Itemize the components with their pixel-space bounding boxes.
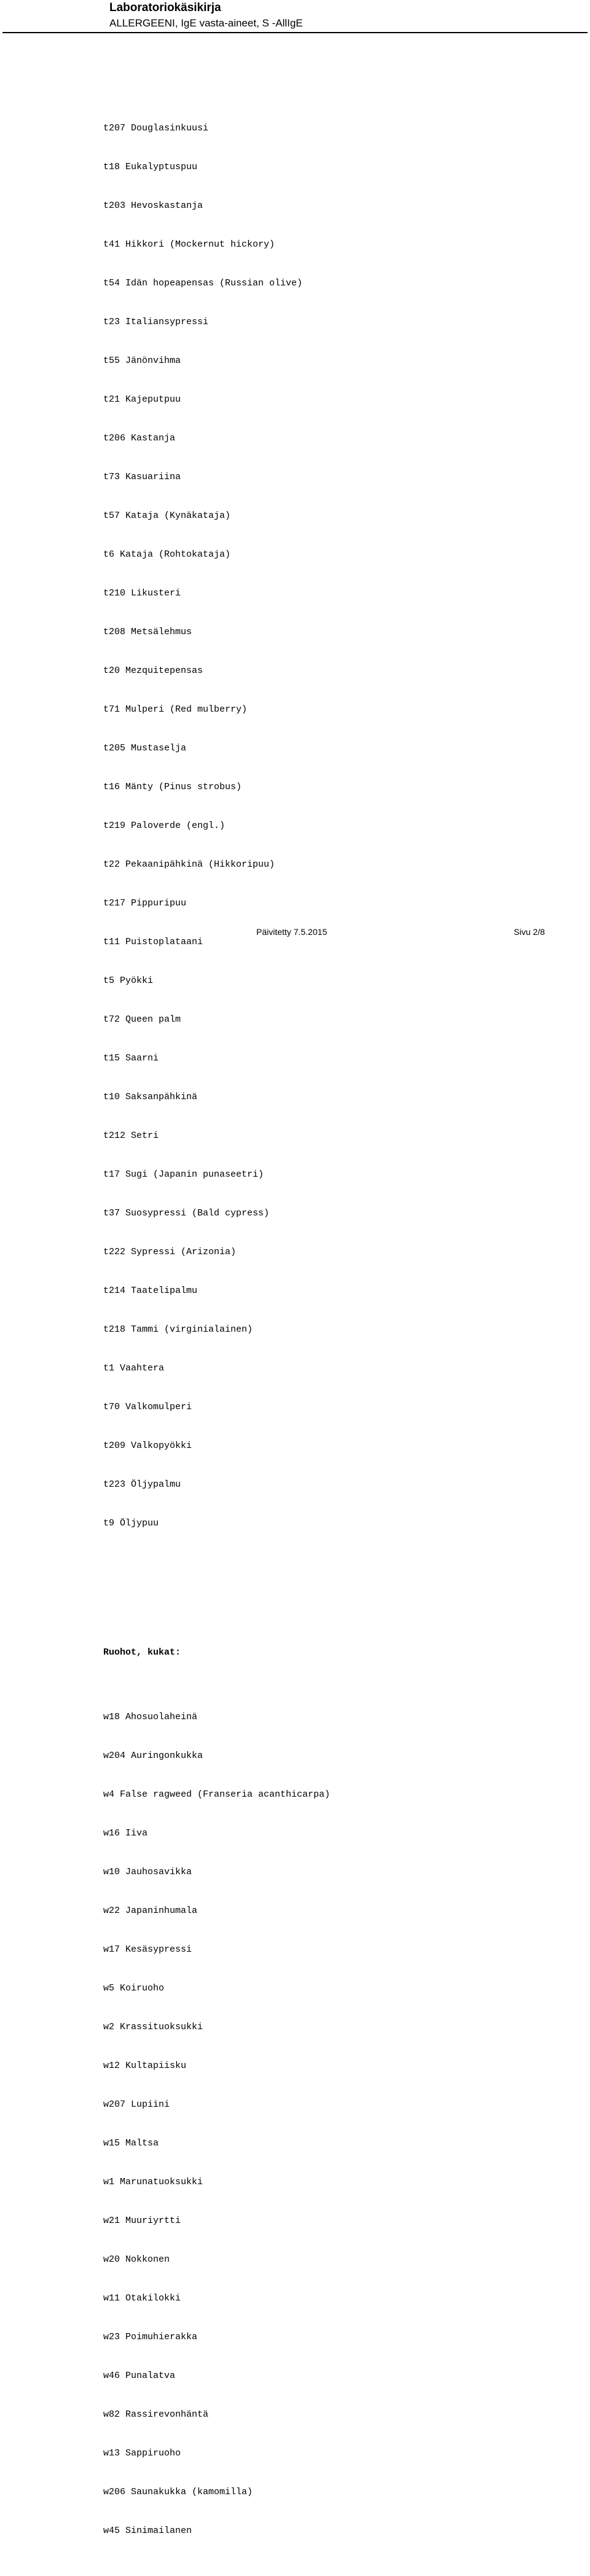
list-item: w17 Kesäsypressi	[103, 1944, 192, 1955]
document-title: Laboratoriokäsikirja	[109, 1, 221, 14]
list-item: t18 Eukalyptuspuu	[103, 162, 198, 172]
list-item: t55 Jänönvihma	[103, 356, 181, 366]
list-item: t6 Kataja (Rohtokataja)	[103, 549, 231, 560]
list-item: w23 Poimuhierakka	[103, 2332, 198, 2342]
list-item: w204 Auringonkukka	[103, 1751, 203, 1761]
list-item: t71 Mulperi (Red mulberry)	[103, 704, 248, 715]
list-item: w10 Jauhosavikka	[103, 1867, 192, 1877]
list-item: t73 Kasuariina	[103, 472, 181, 482]
list-item: w22 Japaninhumala	[103, 1906, 198, 1916]
list-item: w11 Otakilokki	[103, 2293, 181, 2304]
list-item: t22 Pekaanipähkinä (Hikkoripuu)	[103, 859, 275, 870]
weed-allergen-list	[103, 1685, 330, 2563]
list-item: t16 Mänty (Pinus strobus)	[103, 782, 242, 792]
list-item: t219 Paloverde (engl.)	[103, 821, 226, 831]
list-item: w15 Maltsa	[103, 2138, 159, 2149]
list-item: t41 Hikkori (Mockernut hickory)	[103, 239, 275, 250]
list-item: w4 False ragweed (Franseria acanthicarpa)	[103, 1789, 331, 1800]
section-heading-weeds: Ruohot, kukat:	[103, 1647, 181, 1658]
list-item: w13 Sappiruoho	[103, 2448, 181, 2459]
list-item: w18 Ahosuolaheinä	[103, 1712, 198, 1722]
list-item: t203 Hevoskastanja	[103, 201, 203, 211]
document-subtitle: ALLERGEENI, IgE vasta-aineet, S -AllIgE	[109, 17, 303, 29]
list-item: t222 Sypressi (Arizonia)	[103, 1247, 237, 1257]
list-item: t10 Saksanpähkinä	[103, 1092, 198, 1102]
list-item: t214 Taatelipalmu	[103, 1286, 198, 1296]
tree-allergen-list	[103, 96, 330, 1556]
section-spacer	[103, 1594, 330, 1607]
list-item: w16 Iiva	[103, 1828, 148, 1839]
list-item: t210 Likusteri	[103, 588, 181, 598]
list-item: w2 Krassituoksukki	[103, 2022, 203, 2032]
list-item: w46 Punalatva	[103, 2371, 176, 2381]
list-item: t206 Kastanja	[103, 433, 176, 443]
header-divider	[2, 32, 588, 33]
list-item: t57 Kataja (Kynäkataja)	[103, 511, 231, 521]
list-item: t218 Tammi (virginialainen)	[103, 1324, 253, 1335]
list-item: t212 Setri	[103, 1131, 159, 1141]
list-item: t217 Pippuripuu	[103, 898, 187, 908]
list-item: w21 Muuriyrtti	[103, 2216, 181, 2226]
list-item: t72 Queen palm	[103, 1014, 181, 1025]
list-item: t17 Sugi (Japanin punaseetri)	[103, 1169, 264, 1180]
list-item: t21 Kajeputpuu	[103, 394, 181, 405]
list-item: t209 Valkopyökki	[103, 1441, 192, 1451]
list-item: w207 Lupiini	[103, 2099, 170, 2110]
list-item: t1 Vaahtera	[103, 1363, 165, 1373]
allergen-list	[103, 70, 330, 2576]
list-item: t5 Pyökki	[103, 976, 154, 986]
list-item: w206 Saunakukka (kamomilla)	[103, 2487, 253, 2497]
list-item: t223 Öljypalmu	[103, 1479, 181, 1490]
page-header	[109, 0, 303, 30]
list-item: t208 Metsälehmus	[103, 627, 192, 637]
list-item: t9 Öljypuu	[103, 1518, 159, 1529]
list-item: w82 Rassirevonhäntä	[103, 2409, 209, 2420]
list-item: w12 Kultapiisku	[103, 2061, 187, 2071]
list-item: t54 Idän hopeapensas (Russian olive)	[103, 278, 303, 288]
list-item: t207 Douglasinkuusi	[103, 123, 209, 133]
list-item: t37 Suosypressi (Bald cypress)	[103, 1208, 270, 1218]
list-item: w45 Sinimailanen	[103, 2526, 192, 2536]
footer-updated-date: Päivitetty 7.5.2015	[256, 927, 328, 937]
list-item: t23 Italiansypressi	[103, 317, 209, 327]
list-item: t15 Saarni	[103, 1053, 159, 1063]
footer-page-number: Sivu 2/8	[514, 927, 545, 937]
list-item: w5 Koiruoho	[103, 1983, 165, 1994]
list-item: t11 Puistoplataani	[103, 937, 203, 947]
list-item: t205 Mustaselja	[103, 743, 187, 753]
list-item: w1 Marunatuoksukki	[103, 2177, 203, 2187]
list-item: t70 Valkomulperi	[103, 1402, 192, 1412]
list-item: w20 Nokkonen	[103, 2254, 170, 2265]
list-item: t20 Mezquitepensas	[103, 666, 203, 676]
